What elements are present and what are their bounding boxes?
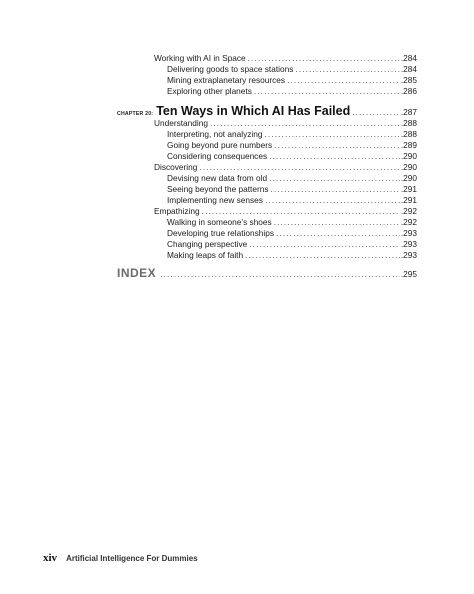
toc-entry-label: Developing true relationships — [167, 228, 275, 238]
toc-entry-label: Understanding — [154, 118, 208, 128]
toc-entry-page: .286 — [400, 86, 417, 96]
page-footer — [43, 552, 198, 564]
leader-dots — [265, 195, 400, 206]
index-title: INDEX — [117, 266, 157, 280]
toc-entry-page: .293 — [400, 228, 417, 238]
toc-entry-label: Interpreting, not analyzing — [167, 129, 263, 139]
toc-entry-page: .293 — [400, 250, 417, 260]
toc-entry-page: .284 — [400, 53, 417, 63]
toc-entry[interactable] — [167, 151, 417, 162]
toc-entry-label: Seeing beyond the patterns — [167, 184, 269, 194]
toc-entry-label: Discovering — [154, 162, 198, 172]
leader-dots — [202, 206, 400, 217]
toc-entry[interactable] — [167, 64, 417, 75]
toc-entry[interactable] — [167, 173, 417, 184]
leader-dots — [249, 239, 400, 250]
toc-entry[interactable] — [167, 239, 417, 250]
toc-entry[interactable] — [167, 250, 417, 261]
leader-dots — [264, 129, 399, 140]
toc-entry-page: .292 — [400, 206, 417, 216]
toc-entry-label: Making leaps of faith — [167, 250, 244, 260]
toc-entry[interactable] — [167, 228, 417, 239]
leader-dots — [269, 151, 400, 162]
toc-entry-label: Devising new data from old — [167, 173, 268, 183]
toc-entry-label: Empathizing — [154, 206, 200, 216]
toc-entry-page: .284 — [400, 64, 417, 74]
toc-entry-page: .290 — [400, 173, 417, 183]
leader-dots — [160, 269, 400, 279]
toc-entry-page: .290 — [400, 151, 417, 161]
index-heading[interactable] — [117, 266, 417, 280]
toc-entry-label: Walking in someone’s shoes — [167, 217, 272, 227]
toc-entry-page: .292 — [400, 217, 417, 227]
leader-dots — [274, 217, 400, 228]
toc-entry[interactable] — [154, 118, 417, 129]
leader-dots — [248, 53, 400, 64]
toc-entry-page: .290 — [400, 162, 417, 172]
toc-entry-label: Working with AI in Space — [154, 53, 246, 63]
chapter-number: CHAPTER 20: — [117, 111, 154, 117]
leader-dots — [270, 184, 399, 195]
page-number: xiv — [43, 552, 58, 564]
toc-entry-page: .289 — [400, 140, 417, 150]
chapter-page: .287 — [400, 107, 417, 117]
index-page: .295 — [400, 269, 417, 279]
leader-dots — [269, 173, 400, 184]
leader-dots — [254, 86, 400, 97]
toc-entry-label: Implementing new senses — [167, 195, 263, 205]
toc-entry[interactable] — [167, 217, 417, 228]
toc-entry-label: Going beyond pure numbers — [167, 140, 273, 150]
toc-entry[interactable] — [154, 162, 417, 173]
toc-entry-page: .285 — [400, 75, 417, 85]
chapter-heading[interactable] — [117, 104, 417, 118]
toc-entry-label: Considering consequences — [167, 151, 268, 161]
leader-dots — [276, 228, 400, 239]
leader-dots — [287, 75, 400, 86]
toc-entry-page: .291 — [400, 195, 417, 205]
toc-entry-page: .288 — [400, 129, 417, 139]
toc-entry[interactable] — [167, 140, 417, 151]
toc-entry[interactable] — [154, 53, 417, 64]
toc-entry[interactable] — [154, 206, 417, 217]
toc-entry[interactable] — [167, 184, 417, 195]
toc-entry-label: Changing perspective — [167, 239, 248, 249]
toc-entry[interactable] — [167, 86, 417, 97]
toc-entry[interactable] — [167, 129, 417, 140]
chapter-title: Ten Ways in Which AI Has Failed — [156, 104, 351, 118]
toc-entry-page: .288 — [400, 118, 417, 128]
leader-dots — [210, 118, 400, 129]
leader-dots — [274, 140, 400, 151]
toc-entry-label: Exploring other planets — [167, 86, 252, 96]
leader-dots — [352, 107, 400, 117]
leader-dots — [295, 64, 399, 75]
leader-dots — [199, 162, 399, 173]
toc-entry-label: Mining extraplanetary resources — [167, 75, 286, 85]
toc-entry[interactable] — [167, 195, 417, 206]
toc-entry-page: .293 — [400, 239, 417, 249]
toc-entry-label: Delivering goods to space stations — [167, 64, 294, 74]
book-title: Artificial Intelligence For Dummies — [66, 554, 198, 563]
toc-entry[interactable] — [167, 75, 417, 86]
toc-entry-page: .291 — [400, 184, 417, 194]
leader-dots — [245, 250, 400, 261]
